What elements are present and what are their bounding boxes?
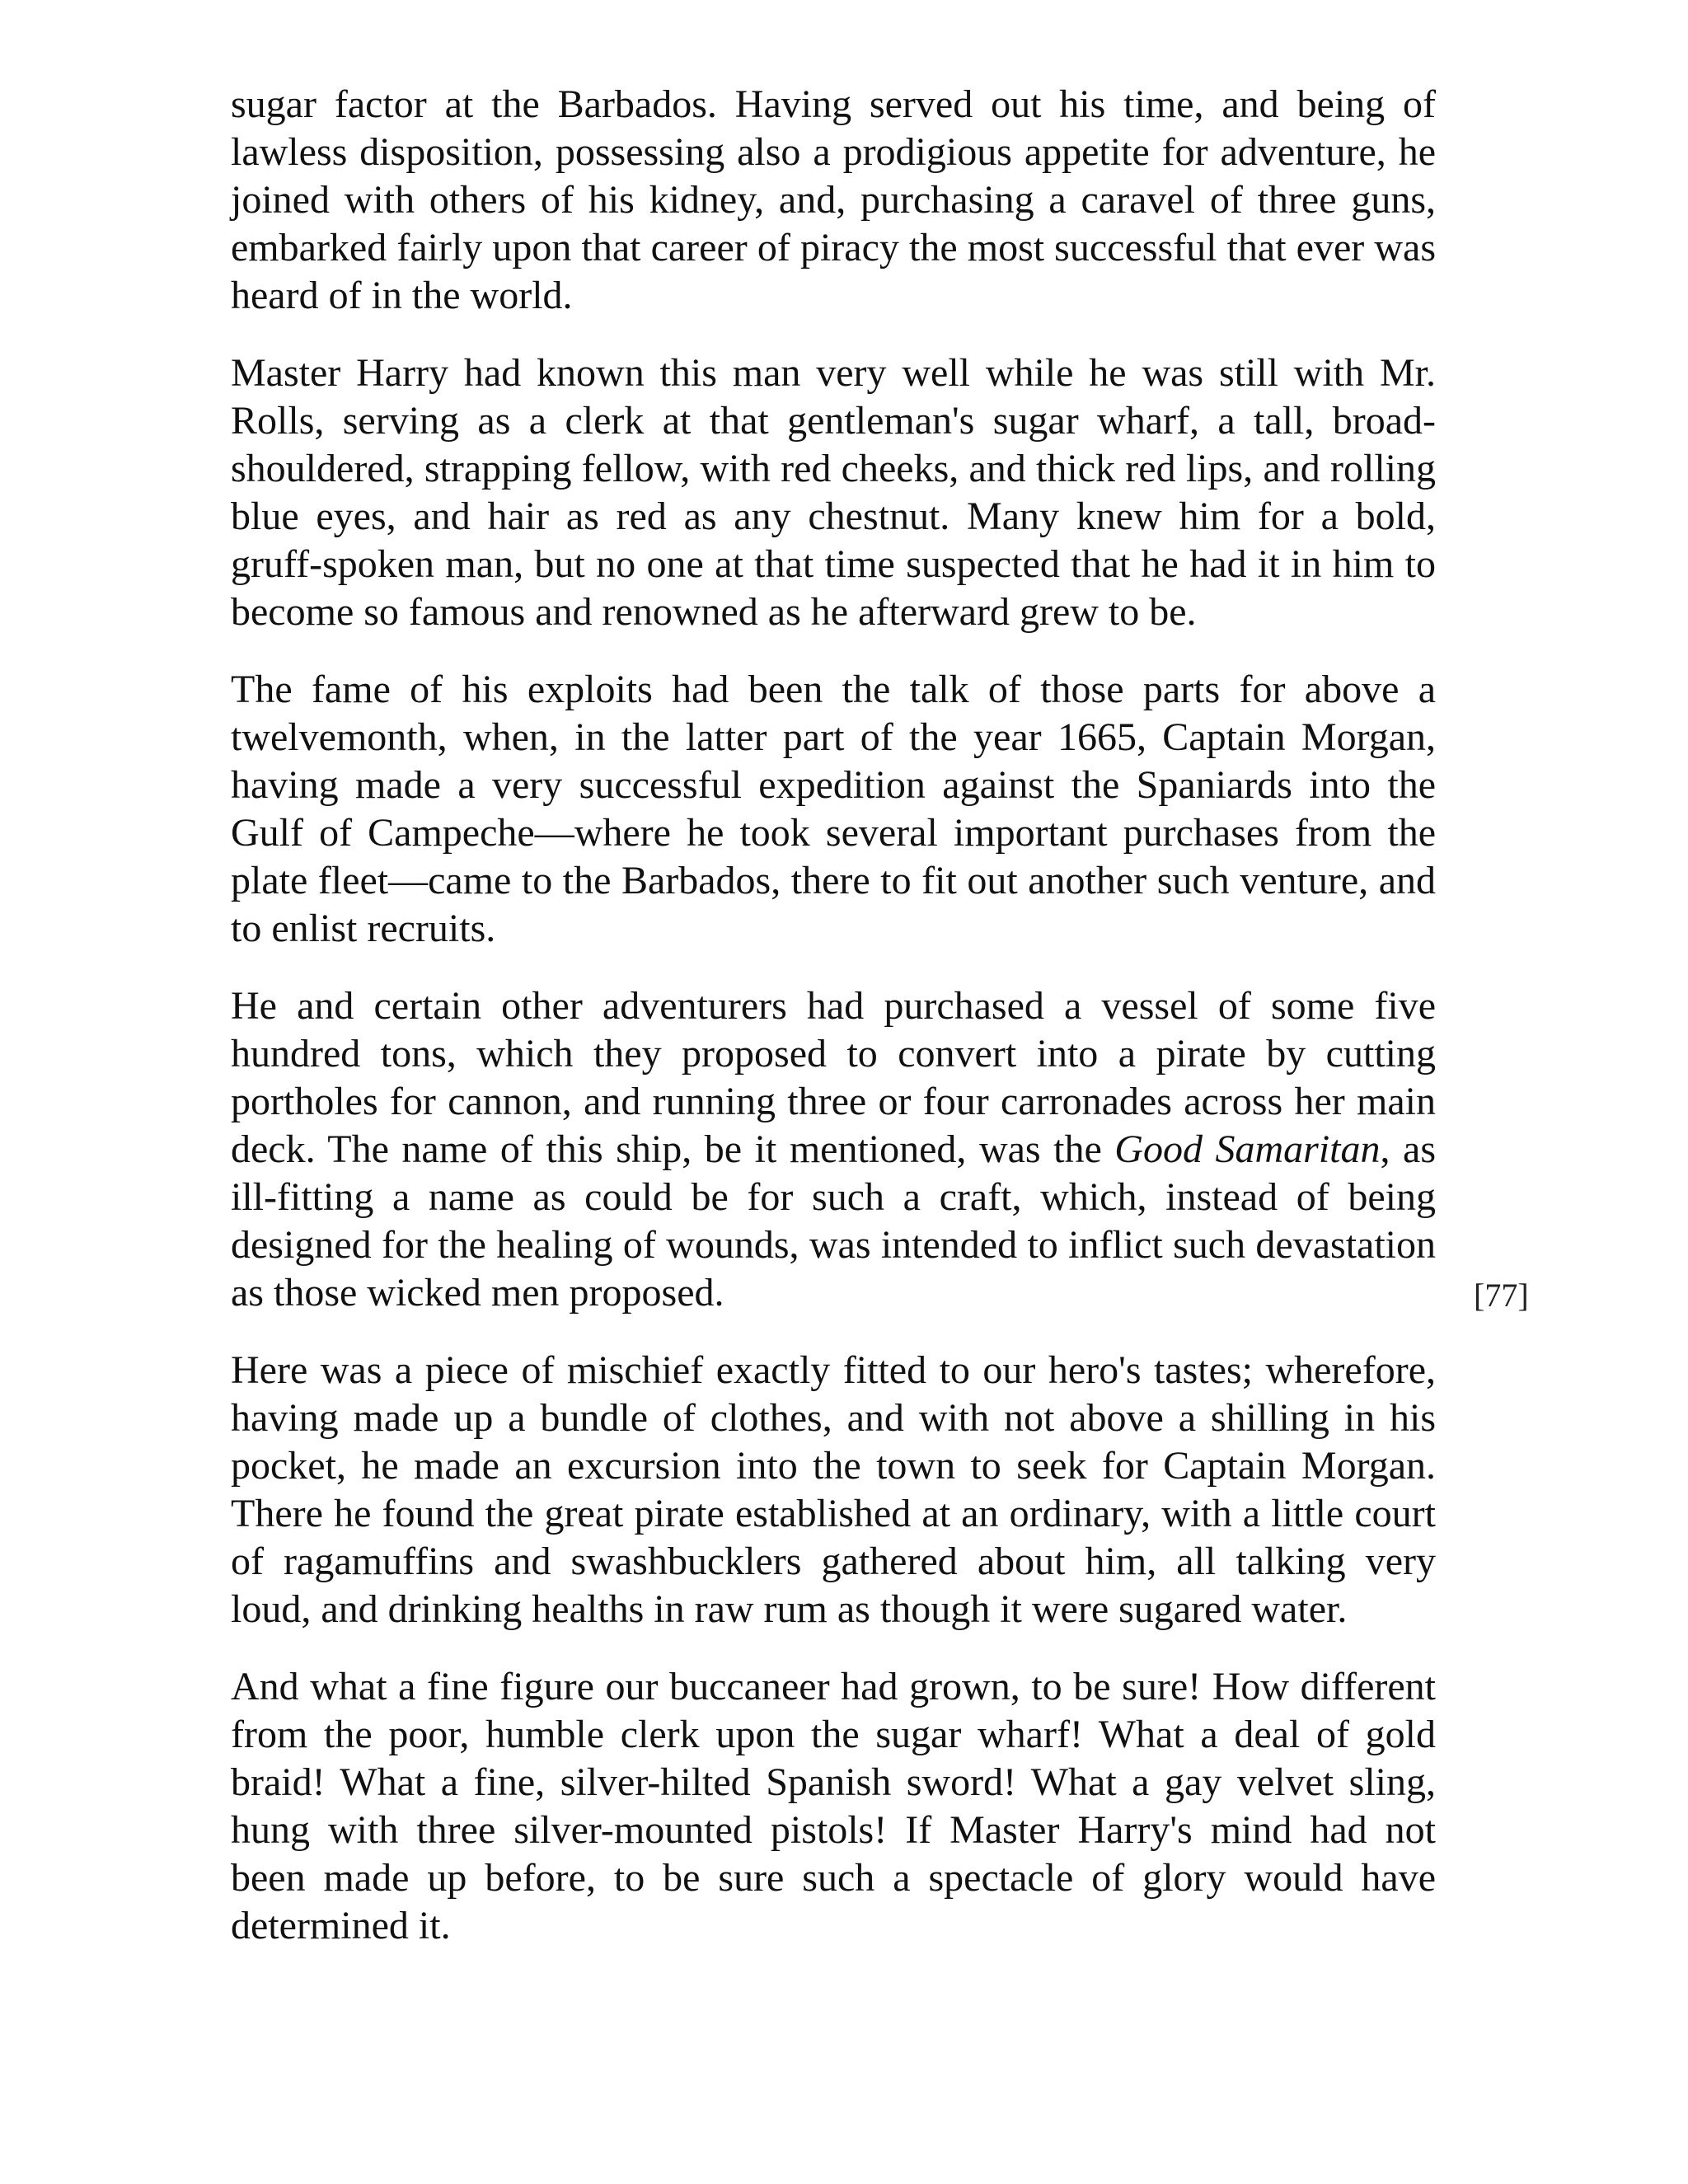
page-number: [77] (1474, 1277, 1529, 1314)
paragraph-4 (231, 982, 1436, 1317)
paragraph-4-text-before: He and certain other adventurers had purchased a vessel of some five hundred tons, which they proposed to convert into a pirate by cutting portholes for cannon, and running three or four carronades across her main deck. The name of this ship, be it mentioned, was the (231, 984, 1436, 1171)
paragraph-5: Here was a piece of mischief exactly fitted to our hero's tastes; wherefore, having made up a bundle of clothes, and with not above a shilling in his pocket, he made an excursion into the town to seek for Captain Morgan. There he found the great pirate established at an ordinary, with a little court of ragamuffins and swashbucklers gathered about him, all talking very loud, and drinking healths in raw rum as though it were sugared water. (231, 1348, 1436, 1631)
paragraph-1: sugar factor at the Barbados. Having served out his time, and being of lawless disposition, possessing also a prodigious appetite for adventure, he joined with others of his kidney, and, purchasing a caravel of three guns, embarked fairly upon that career of piracy the most successful that ever was heard of in the world. (231, 82, 1436, 317)
paragraph-2: Master Harry had known this man very well while he was still with Mr. Rolls, serving as a clerk at that gentleman's sugar wharf, a tall, broad-shouldered, strapping fellow, with red cheeks, and thick red lips, and rolling blue eyes, and hair as red as any chestnut. Many knew him for a bold, gruff-spoken man, but no one at that time suspected that he had it in him to become so famous and renowned as he afterward grew to be. (231, 351, 1436, 634)
ship-name-italic: Good Samaritan (1114, 1127, 1381, 1171)
body-text (231, 81, 1436, 1980)
paragraph-3: The fame of his exploits had been the talk of those parts for above a twelvemonth, when, in the latter part of the year 1665, Captain Morgan, having made a very successful expedition against the Spaniards into the Gulf of Campeche—where he took several important purchases from the plate fleet—came to the Barbados, there to fit out another such venture, and to enlist recruits. (231, 668, 1436, 950)
paragraph-6: And what a fine figure our buccaneer had grown, to be sure! How different from the poor, humble clerk upon the sugar wharf! What a deal of gold braid! What a fine, silver-hilted Spanish sword! What a gay velvet sling, hung with three silver-mounted pistols! If Master Harry's mind had not been made up before, to be sure such a spectacle of glory would have determined it. (231, 1665, 1436, 1947)
paragraph-4-text-after: , as ill-fitting a name as could be for such a craft, which, instead of being designed for the healing of wounds, was intended to inflict such devastation as those wicked men proposed. (231, 1127, 1437, 1315)
